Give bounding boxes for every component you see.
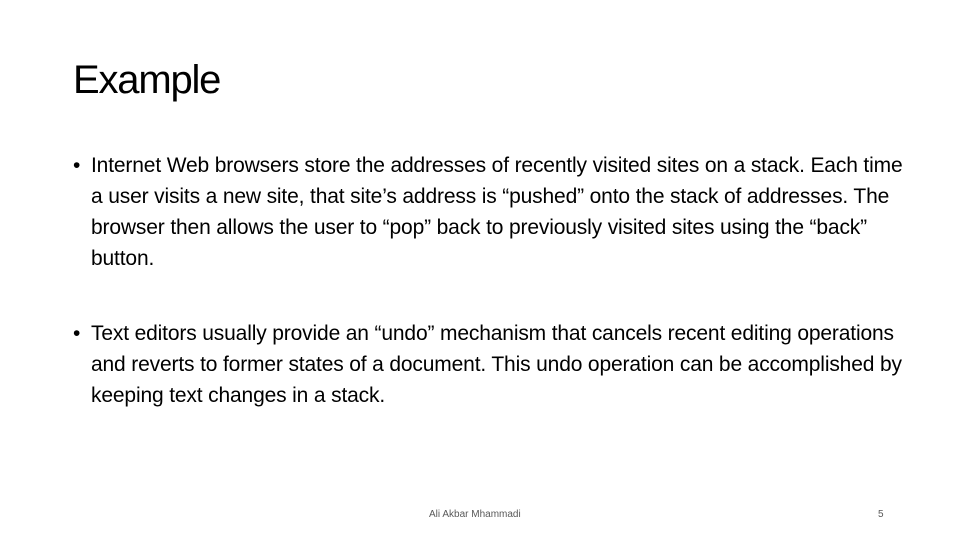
bullet-text: Text editors usually provide an “undo” mechanism that cancels recent editing operations and reverts to former states of a document. This undo operation can be accomplished by keeping text changes in a stack. bbox=[91, 322, 902, 407]
bullet-item-browser-stack bbox=[73, 150, 903, 274]
slide-title: Example bbox=[73, 58, 221, 102]
bullet-marker: • bbox=[73, 154, 81, 177]
bullet-list bbox=[73, 150, 903, 411]
footer-author: Ali Akbar Mhammadi bbox=[429, 509, 521, 520]
bullet-marker: • bbox=[73, 322, 81, 345]
bullet-text: Internet Web browsers store the addresses of recently visited sites on a stack. Each time a user visits a new site, that site’s address is “pushed” onto the stack of addresses. The browser then allows the user to “pop” back to previously visited sites using the “back” button. bbox=[91, 154, 903, 270]
bullet-item-undo-stack bbox=[73, 318, 903, 411]
footer-page-number: 5 bbox=[878, 509, 884, 520]
